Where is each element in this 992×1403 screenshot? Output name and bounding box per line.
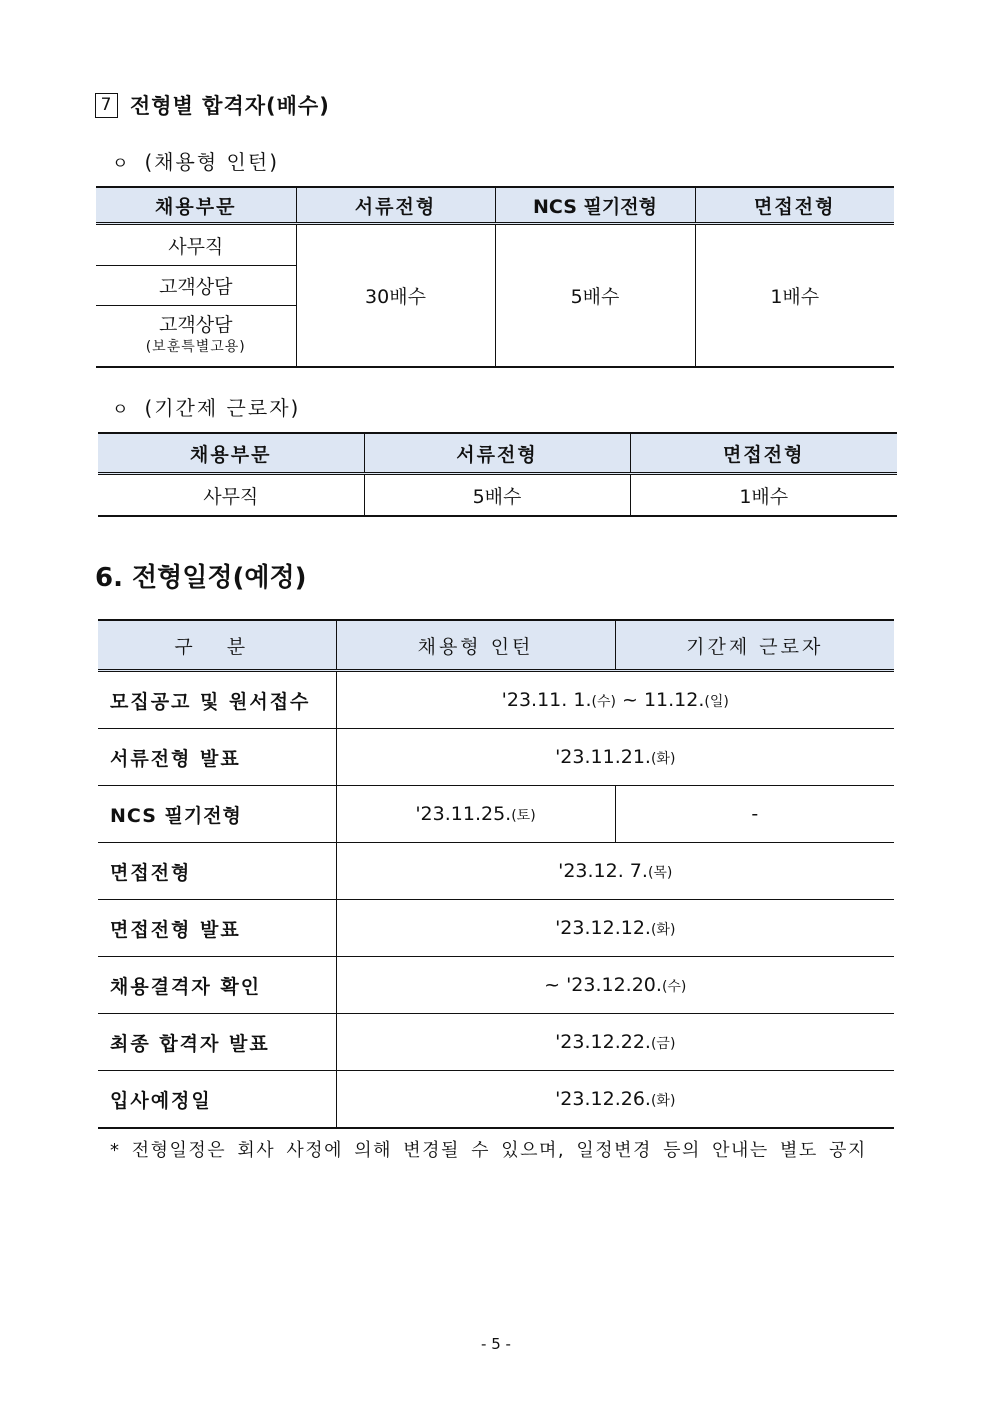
division-cell: 고객상담 xyxy=(96,266,296,306)
table-row xyxy=(98,843,894,900)
date-text: '23.11.25. xyxy=(415,803,512,825)
day-text: (토) xyxy=(511,808,536,824)
date-text: '23.12.22. xyxy=(555,1031,651,1053)
schedule-date xyxy=(336,843,894,900)
day-text: (화) xyxy=(650,922,676,938)
date-text: '23.11. 1. xyxy=(501,689,592,711)
bullet-marker: ㅇ xyxy=(112,400,131,420)
schedule-label: 최종 합격자 발표 xyxy=(98,1014,336,1071)
col-header: 채용형 인턴 xyxy=(336,620,615,671)
col-header: 구 분 xyxy=(98,620,336,671)
division-cell xyxy=(96,306,296,368)
ncs-ratio-cell: 5배수 xyxy=(495,224,695,368)
date-text: '23.11.21. xyxy=(555,746,651,768)
col-header: 서류전형 xyxy=(364,433,630,474)
day-text: (목) xyxy=(647,865,673,881)
col-header: 채용부문 xyxy=(98,433,364,474)
intern-pass-ratio-table xyxy=(96,186,894,368)
schedule-date-intern xyxy=(336,786,615,843)
division-sublabel: (보훈특별고용) xyxy=(145,339,246,355)
intern-heading xyxy=(112,146,279,175)
col-header: 서류전형 xyxy=(296,187,495,224)
table-row xyxy=(98,474,897,517)
contract-pass-ratio-table xyxy=(98,432,897,517)
table-header-row xyxy=(98,433,897,474)
table-row xyxy=(98,1071,894,1129)
col-header: 면접전형 xyxy=(630,433,897,474)
schedule-date xyxy=(336,1071,894,1129)
col-header: NCS 필기전형 xyxy=(495,187,695,224)
division-label: 고객상담 xyxy=(159,314,233,336)
day-text: (금) xyxy=(650,1036,676,1052)
date-text: 11.12. xyxy=(643,689,705,711)
schedule-label: 입사예정일 xyxy=(98,1071,336,1129)
table-row xyxy=(98,957,894,1014)
intern-heading-text: (채용형 인턴) xyxy=(144,150,280,174)
day-text: (수) xyxy=(661,979,687,995)
table-row xyxy=(98,1014,894,1071)
schedule-label: 면접전형 xyxy=(98,843,336,900)
day-text: (수) xyxy=(591,694,616,710)
schedule-label: NCS 필기전형 xyxy=(98,786,336,843)
section-7-title xyxy=(95,90,330,120)
col-header: 기간제 근로자 xyxy=(615,620,894,671)
division-cell: 사무직 xyxy=(168,235,224,258)
table-header-row xyxy=(96,187,894,224)
schedule-label: 서류전형 발표 xyxy=(98,729,336,786)
col-header: 면접전형 xyxy=(695,187,894,224)
day-text: (일) xyxy=(704,694,729,710)
prefix-text: ~ xyxy=(544,974,567,996)
table-row xyxy=(98,900,894,957)
table-header-row xyxy=(98,620,894,671)
schedule-date xyxy=(336,1014,894,1071)
page-number: - 5 - xyxy=(481,1335,511,1353)
schedule-table xyxy=(98,619,894,1129)
section-6-title: 6. 전형일정(예정) xyxy=(95,563,307,593)
contract-heading xyxy=(112,392,300,421)
schedule-date-contract: - xyxy=(615,786,894,843)
schedule-label: 면접전형 발표 xyxy=(98,900,336,957)
contract-heading-text: (기간제 근로자) xyxy=(144,396,301,420)
section-number-box: 7 xyxy=(95,93,118,118)
schedule-footnote: * 전형일정은 회사 사정에 의해 변경될 수 있으며, 일정변경 등의 안내는 별도 공지 xyxy=(110,1140,867,1161)
tilde-text: ~ xyxy=(615,689,644,711)
division-cell: 사무직 xyxy=(203,485,259,508)
schedule-label: 모집공고 및 원서접수 xyxy=(110,690,311,713)
table-row xyxy=(98,786,894,843)
date-text: '23.12.20. xyxy=(566,974,662,996)
section-7-heading: 전형별 합격자(배수) xyxy=(130,94,330,118)
date-text: '23.12.12. xyxy=(555,917,651,939)
day-text: (화) xyxy=(650,1093,676,1109)
table-row xyxy=(96,224,894,266)
col-header: 채용부문 xyxy=(96,187,296,224)
doc-ratio-cell: 30배수 xyxy=(296,224,495,368)
schedule-date xyxy=(336,957,894,1014)
table-row xyxy=(98,729,894,786)
table-row xyxy=(98,671,894,729)
doc-ratio-cell: 5배수 xyxy=(364,474,630,517)
date-text: '23.12.26. xyxy=(555,1088,651,1110)
day-text: (화) xyxy=(650,751,676,767)
schedule-date xyxy=(336,729,894,786)
date-text: '23.12. 7. xyxy=(558,860,648,882)
interview-ratio-cell: 1배수 xyxy=(695,224,894,368)
schedule-date xyxy=(336,900,894,957)
schedule-date xyxy=(336,671,894,729)
bullet-marker: ㅇ xyxy=(112,154,131,174)
interview-ratio-cell: 1배수 xyxy=(630,474,897,517)
schedule-label: 채용결격자 확인 xyxy=(98,957,336,1014)
